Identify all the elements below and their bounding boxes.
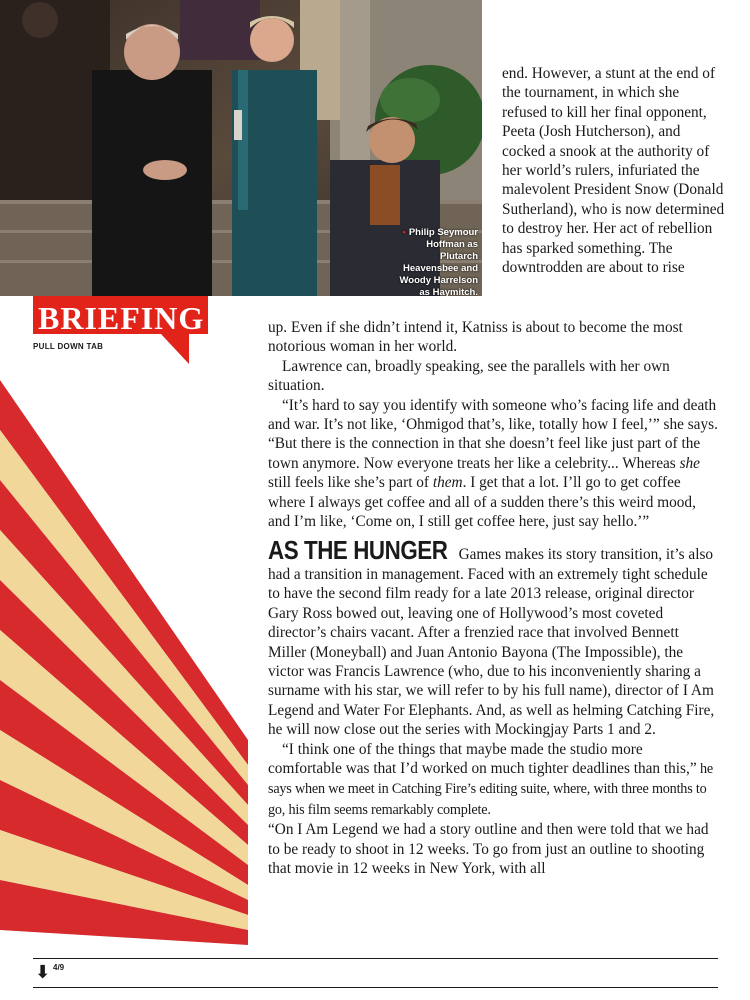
footer-rule xyxy=(33,958,718,959)
stripe-band xyxy=(0,680,248,885)
stripe-band xyxy=(0,380,248,765)
article-paragraph: Lawrence can, broadly speaking, see the parallels with her own situation. xyxy=(268,357,670,395)
article-paragraph: end. However, a stunt at the end of the tournament, in which she refused to kill her final opponent, Peeta (Josh Hutcherson), and cocked a snook at the authority of her world’s rulers, infuriated the malevolent President Snow (Donald Sutherland), who is now determined to destroy her. Her act of rebellion has sparked something. The downtrodden are about to rise xyxy=(502,65,725,277)
stripe-band xyxy=(0,830,248,930)
article-paragraph: AS THE HUNGER Games makes its story transition, it’s also had a transition in management. Faced with an extremely tight schedule to have the second film ready for a late 2013 release, original director Gary Ross bowed out, leaving one of Hollywood’s most coveted director’s chairs vacant. After a frenzied race that involved Bennett Miller (Moneyball) and Juan Antonio Bayona (The Impossible), the victor was Francis Lawrence (who, due to his inconveniently sharing a surname with his star, we will refer to by his full name), director of I Am Legend and Water For Elephants. And, as well as helming Catching Fire, he will now close out the series with Mockingjay Parts 1 and 2. xyxy=(268,535,715,739)
article-paragraph: “It’s hard to say you identify with someone who’s facing life and death and war. It’s not like, ‘Ohmigod that’s, like, totally how I feel,’” she says. “But there is the connection in that she doesn’t feel like just part of the town anymore. Now everyone treats her like a celebrity... Whereas she still feels like she’s part of them. I get that a lot. I’ll go to get coffee where I always get coffee and all of a sudden there’s this weird mood, and I’m like, ‘Come on, I still get coffee here, just say hello.’” xyxy=(268,396,718,531)
stripe-band xyxy=(0,480,248,805)
stripe-band xyxy=(0,430,248,785)
article-paragraph: up. Even if she didn’t intend it, Katniss is about to become the most notorious woman in her world. xyxy=(268,319,683,356)
caption-bullet-icon: • xyxy=(402,227,406,238)
photo-caption xyxy=(394,227,478,296)
stripe-band xyxy=(0,530,248,825)
footer-rule xyxy=(33,987,718,988)
section-title: BRIEFING xyxy=(38,300,205,336)
pull-down-tab-label[interactable]: PULL DOWN TAB xyxy=(33,342,104,351)
article-body xyxy=(268,318,720,878)
stripe-band xyxy=(0,730,248,900)
stripe-band xyxy=(0,630,248,865)
stripe-band xyxy=(0,580,248,845)
caption-text: Philip Seymour Hoffman as Plutarch Heavensbee and Woody Harrelson as Haymitch. xyxy=(399,227,478,296)
section-lead-in: AS THE HUNGER xyxy=(268,535,448,566)
article-paragraph: “I think one of the things that maybe made the studio more comfortable was that I’d worked on much tighter deadlines than this,” he says when we meet in Catching Fire’s editing suite, where, with three months to go, his film seems remarkably complete. xyxy=(268,740,713,818)
article-paragraph: “On I Am Legend we had a story outline and then were told that we had to be ready to shoot in 12 weeks. To go from just an outline to shooting that movie in 12 weeks in New York, with all xyxy=(268,821,709,877)
page-number: 4/9 xyxy=(53,963,65,972)
stripe-band xyxy=(0,880,248,945)
article-photo xyxy=(0,0,482,296)
stripe-band xyxy=(0,780,248,915)
down-arrow-icon[interactable]: ⬇ xyxy=(35,962,51,983)
article-column-top xyxy=(502,64,727,277)
